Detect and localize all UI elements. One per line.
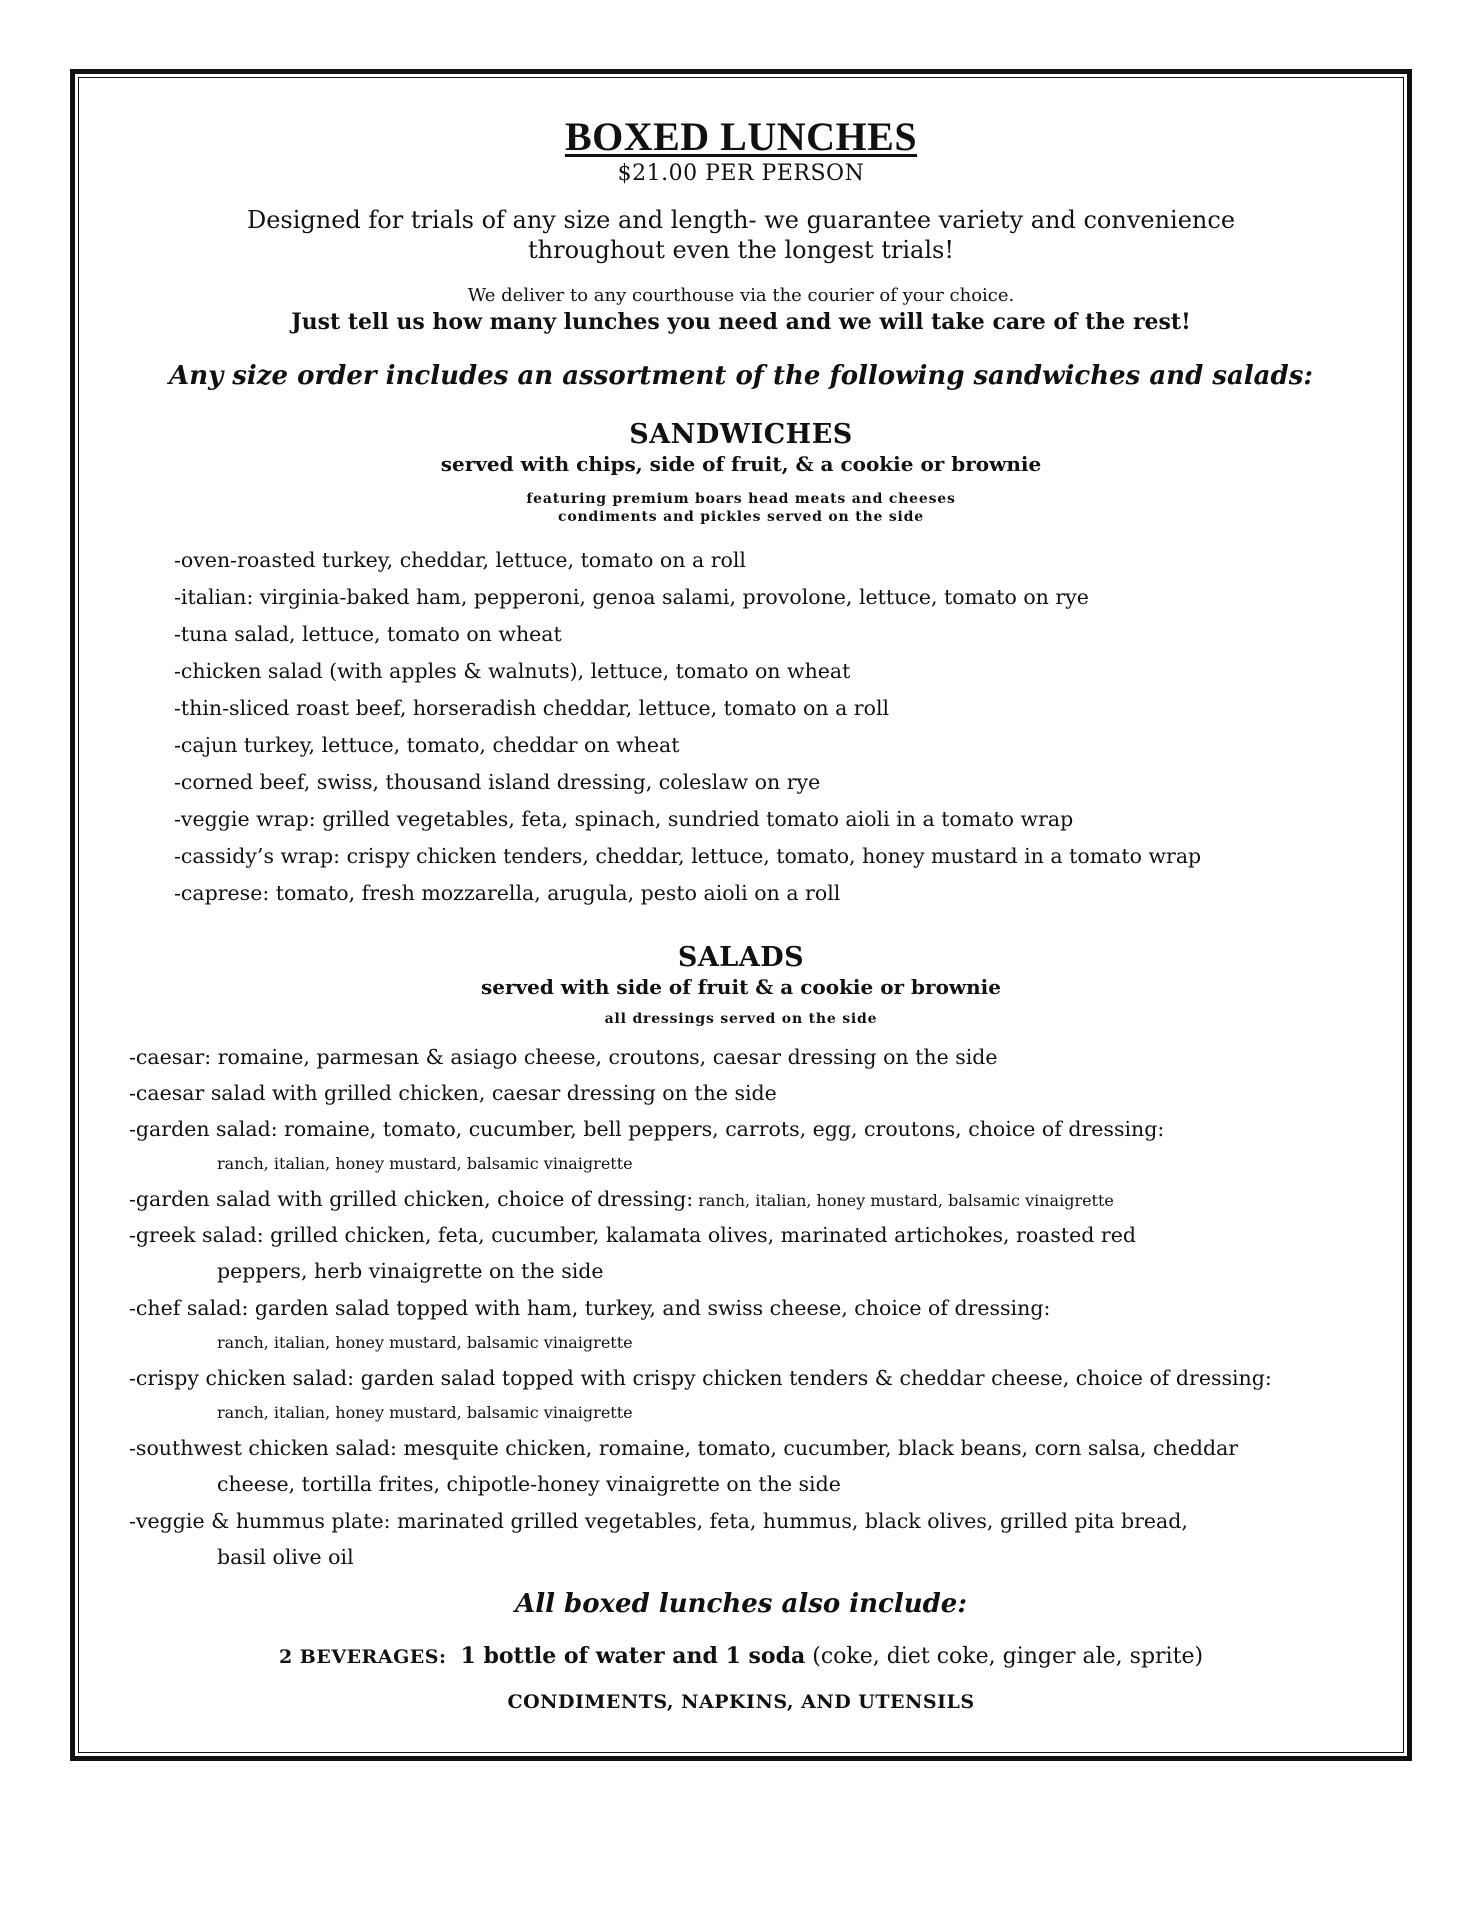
beverages-label: 2 BEVERAGES:: [278, 1646, 447, 1668]
list-item: -southwest chicken salad: mesquite chicken, romaine, tomato, cucumber, black beans, corn salsa, cheddar: [129, 1436, 1239, 1460]
order-instruction: Just tell us how many lunches you need and we will take care of the rest!: [291, 309, 1191, 335]
tagline: [78, 205, 1404, 265]
list-item: -italian: virginia-baked ham, pepperoni, genoa salami, provolone, lettuce, tomato on rye: [174, 585, 1089, 609]
assortment-heading: Any size order includes an assortment of the following sandwiches and salads:: [169, 361, 1313, 391]
salads-note: all dressings served on the side: [604, 1011, 878, 1027]
dressing-options: ranch, italian, honey mustard, balsamic vinaigrette: [693, 1191, 1114, 1210]
list-item: -cajun turkey, lettuce, tomato, cheddar on wheat: [174, 733, 680, 757]
dressing-options: ranch, italian, honey mustard, balsamic vinaigrette: [217, 1333, 633, 1352]
sandwiches-note-line-2: condiments and pickles served on the side: [558, 509, 924, 525]
beverages-line: [78, 1643, 1404, 1669]
tagline-line-2: throughout even the longest trials!: [528, 236, 954, 264]
list-item: -corned beef, swiss, thousand island dressing, coleslaw on rye: [174, 770, 821, 794]
list-item: -thin-sliced roast beef, horseradish cheddar, lettuce, tomato on a roll: [174, 696, 890, 720]
condiments-line: CONDIMENTS, NAPKINS, AND UTENSILS: [507, 1691, 975, 1713]
also-include-heading: All boxed lunches also include:: [515, 1589, 967, 1619]
list-item: -crispy chicken salad: garden salad topped with crispy chicken tenders & cheddar cheese, choice of dressing:: [129, 1366, 1272, 1390]
list-item: -veggie & hummus plate: marinated grilled vegetables, feta, hummus, black olives, grilled pita bread,: [129, 1509, 1188, 1533]
list-item: -caesar: romaine, parmesan & asiago cheese, croutons, caesar dressing on the side: [129, 1045, 998, 1069]
list-item: -veggie wrap: grilled vegetables, feta, spinach, sundried tomato aioli in a tomato wrap: [174, 807, 1074, 831]
list-item: -caesar salad with grilled chicken, caesar dressing on the side: [129, 1081, 777, 1105]
list-item-continuation: cheese, tortilla frites, chipotle-honey vinaigrette on the side: [217, 1472, 841, 1496]
menu-content: [78, 77, 1404, 1753]
sandwiches-subtitle: served with chips, side of fruit, & a cookie or brownie: [440, 452, 1042, 476]
salads-subtitle: served with side of fruit & a cookie or brownie: [480, 975, 1001, 999]
sandwich-list: [174, 542, 1201, 912]
tagline-line-1: Designed for trials of any size and length- we guarantee variety and convenience: [246, 206, 1236, 234]
sandwiches-note-line-1: featuring premium boars head meats and cheeses: [526, 491, 956, 507]
salad-list: [129, 1039, 1272, 1576]
list-item: -cassidy’s wrap: crispy chicken tenders, cheddar, lettuce, tomato, honey mustard in a tomato wrap: [174, 844, 1202, 868]
dressing-options: ranch, italian, honey mustard, balsamic vinaigrette: [217, 1154, 633, 1173]
list-item: -oven-roasted turkey, cheddar, lettuce, tomato on a roll: [174, 548, 746, 572]
page-title: BOXED LUNCHES: [564, 114, 918, 159]
list-item: -chef salad: garden salad topped with ham, turkey, and swiss cheese, choice of dressing:: [129, 1296, 1051, 1320]
list-item: -greek salad: grilled chicken, feta, cucumber, kalamata olives, marinated artichokes, roasted red: [129, 1223, 1136, 1247]
dressing-options: ranch, italian, honey mustard, balsamic vinaigrette: [217, 1403, 633, 1422]
delivery-note: We deliver to any courthouse via the courier of your choice.: [467, 285, 1015, 306]
beverages-options: (coke, diet coke, ginger ale, sprite): [812, 1644, 1204, 1669]
salads-heading: SALADS: [677, 942, 805, 973]
price-per-person: $21.00 PER PERSON: [617, 161, 865, 186]
list-item-continuation: basil olive oil: [217, 1545, 354, 1569]
list-item: -garden salad: romaine, tomato, cucumber, bell peppers, carrots, egg, croutons, choice of dressing:: [129, 1117, 1165, 1141]
sandwiches-heading: SANDWICHES: [629, 419, 853, 450]
beverages-items: 1 bottle of water and 1 soda: [460, 1643, 806, 1669]
list-item-text: -garden salad with grilled chicken, choice of dressing:: [129, 1187, 694, 1211]
list-item: -caprese: tomato, fresh mozzarella, arugula, pesto aioli on a roll: [174, 881, 841, 905]
list-item: -chicken salad (with apples & walnuts), lettuce, tomato on wheat: [174, 659, 851, 683]
sandwiches-note: [78, 490, 1404, 526]
list-item: -tuna salad, lettuce, tomato on wheat: [174, 622, 562, 646]
list-item-continuation: peppers, herb vinaigrette on the side: [217, 1259, 604, 1283]
list-item: [129, 1181, 1272, 1217]
